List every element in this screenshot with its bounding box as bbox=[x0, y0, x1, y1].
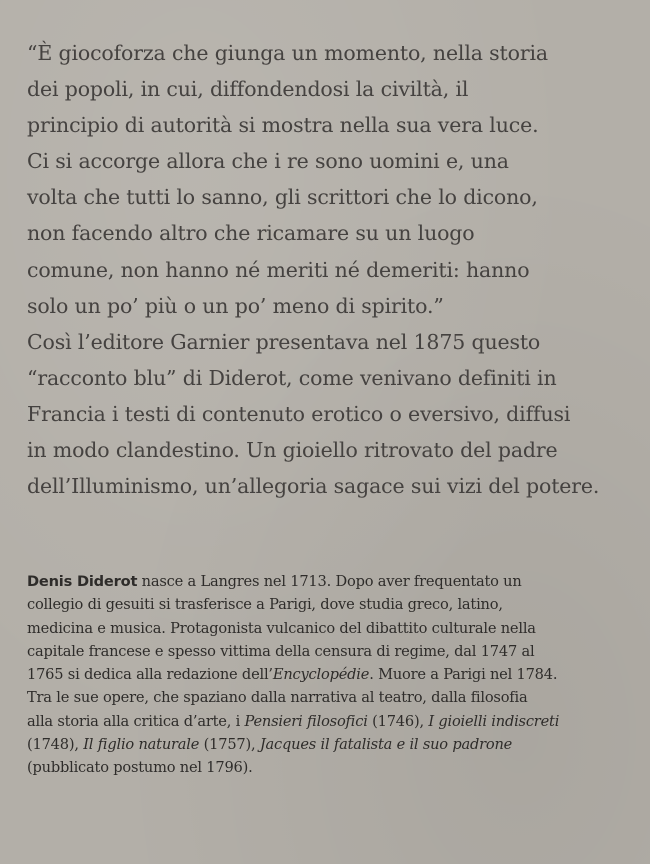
bio-text: (1746), bbox=[367, 712, 429, 730]
author-name: Denis Diderot bbox=[27, 573, 138, 590]
blurb-line: Ci si accorge allora che i re sono uomini e, una bbox=[27, 149, 509, 174]
bio-text: . Muore a Parigi nel 1784. bbox=[369, 666, 558, 684]
blurb-line: Francia i testi di contenuto erotico o eversivo, diffusi bbox=[27, 401, 571, 426]
work-title: Il figlio naturale bbox=[83, 736, 200, 754]
blurb-line: comune, non hanno né meriti né demeriti: hanno bbox=[27, 257, 530, 282]
work-title: Jacques il fatalista e il suo padrone bbox=[259, 736, 513, 754]
bio-line: capitale francese e spesso vittima della censura di regime, dal 1747 al bbox=[27, 642, 535, 660]
blurb-line: solo un po’ più o un po’ meno di spirito.” bbox=[27, 293, 444, 318]
blurb-line: non facendo altro che ricamare su un luogo bbox=[27, 221, 475, 246]
bio-line bbox=[27, 733, 642, 756]
bio-line: medicina e musica. Protagonista vulcanico del dibattito culturale nella bbox=[27, 619, 536, 637]
blurb-line: “racconto blu” di Diderot, come venivano definiti in bbox=[27, 365, 557, 390]
author-bio bbox=[27, 570, 642, 780]
bio-line bbox=[27, 710, 642, 733]
bio-line bbox=[27, 663, 642, 686]
bio-text: (1748), bbox=[27, 736, 84, 754]
blurb-line: in modo clandestino. Un gioiello ritrovato del padre bbox=[27, 438, 558, 463]
bio-line: collegio di gesuiti si trasferisce a Parigi, dove studia greco, latino, bbox=[27, 596, 503, 614]
blurb-line: dell’Illuminismo, un’allegoria sagace sui vizi del potere. bbox=[27, 474, 600, 499]
blurb-line: Così l’editore Garnier presentava nel 1875 questo bbox=[27, 329, 541, 354]
bio-line bbox=[27, 570, 642, 593]
work-title: I gioielli indiscreti bbox=[428, 712, 560, 730]
work-title: Encyclopédie bbox=[272, 666, 370, 684]
bio-line: (pubblicato postumo nel 1796). bbox=[27, 759, 253, 777]
bio-line: Tra le sue opere, che spaziano dalla narrativa al teatro, dalla filosofia bbox=[27, 689, 528, 707]
bio-text: nasce a Langres nel 1713. Dopo aver frequentato un bbox=[137, 573, 522, 590]
blurb-line: volta che tutti lo sanno, gli scrittori che lo dicono, bbox=[27, 185, 538, 210]
blurb-line: “È giocoforza che giunga un momento, nella storia bbox=[27, 41, 548, 65]
blurb-line: principio di autorità si mostra nella sua vera luce. bbox=[27, 113, 539, 138]
back-cover-blurb bbox=[27, 35, 647, 504]
work-title: Pensieri filosofici bbox=[244, 712, 368, 730]
bio-text: 1765 si dedica alla redazione dell’ bbox=[27, 666, 273, 684]
bio-text: (1757), bbox=[199, 736, 260, 754]
blurb-line: dei popoli, in cui, diffondendosi la civiltà, il bbox=[27, 77, 469, 102]
bio-text: alla storia alla critica d’arte, i bbox=[27, 712, 245, 730]
